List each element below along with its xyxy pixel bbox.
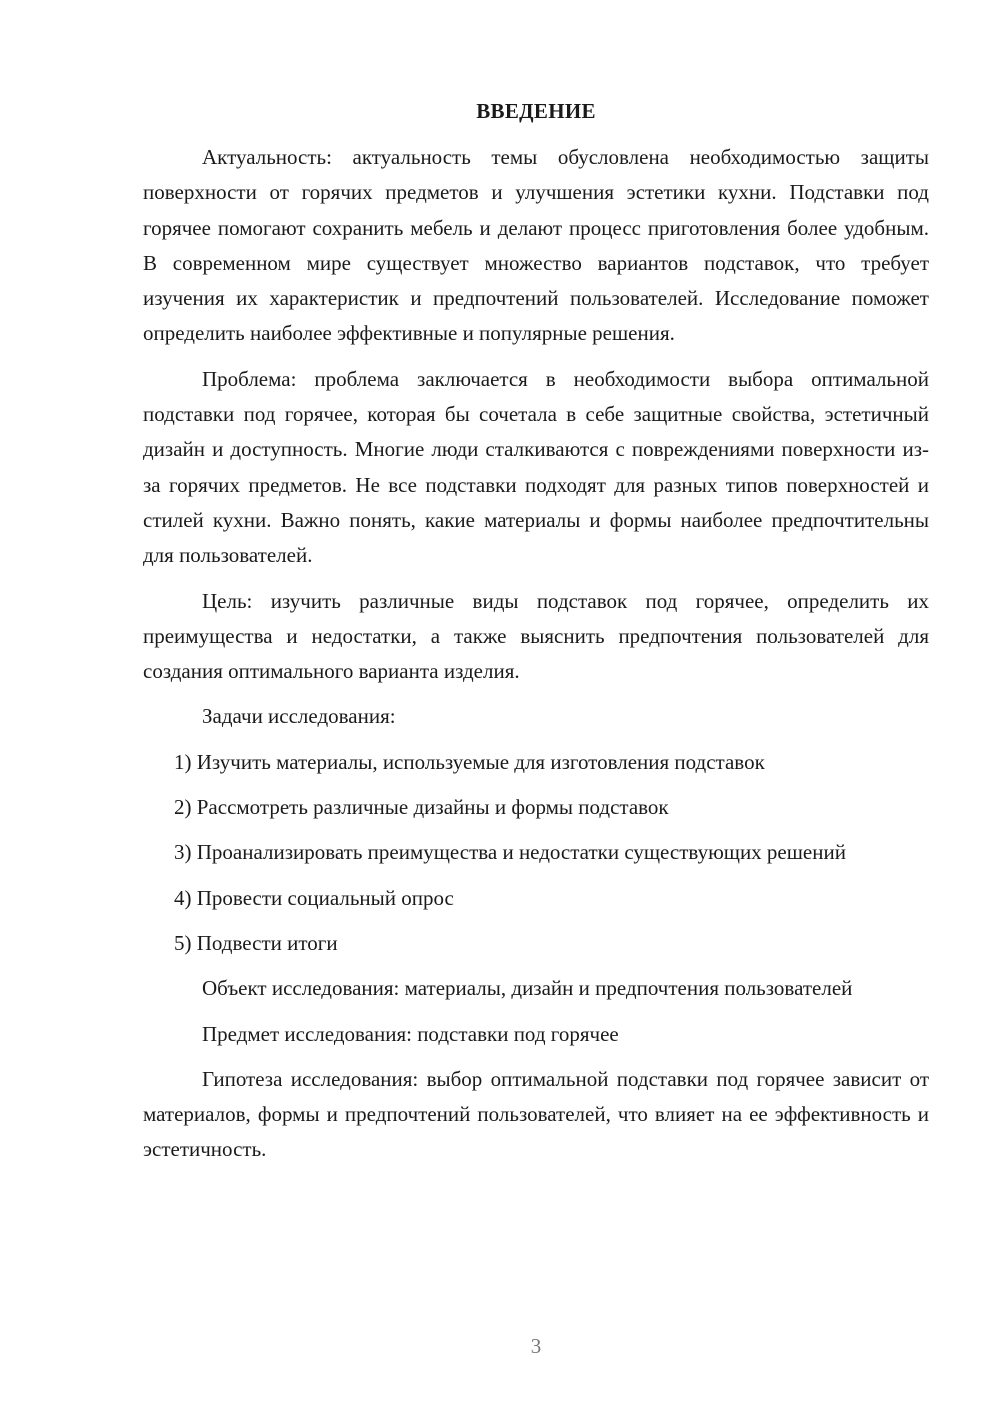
task-item-4: 4) Провести социальный опрос [174,885,454,910]
paragraph-object: Объект исследования: материалы, дизайн и предпочтения пользователей [202,976,853,1001]
task-item-1: 1) Изучить материалы, используемые для изготовления подставок [174,749,765,774]
paragraph-goal: Цель: изучить различные виды подставок под горячее, определить их преимущества и недостатки, а также выяснить предпочтения пользователей для создания оптимального варианта изделия. [143,588,929,684]
tasks-heading: Задачи исследования: [202,704,396,729]
paragraph-problem: Проблема: проблема заключается в необходимости выбора оптимальной подставки под горячее, которая бы сочетала в себе защитные свойства, эстетичный дизайн и доступность. Многие люди сталкиваются с повреждениями поверхности из-за горячих предметов. Не все подставки подходят для разных типов поверхностей и стилей кухни. Важно понять, какие материалы и формы наиболее предпочтительны для пользователей. [143,366,929,568]
paragraph-relevance: Актуальность: актуальность темы обусловлена необходимостью защиты поверхности от горячих предметов и улучшения эстетики кухни. Подставки под горячее помогают сохранить мебель и делают процесс приготовления более удобным. В современном мире существует множество вариантов подставок, что требует изучения их характеристик и предпочтений пользователей. Исследование поможет определить наиболее эффективные и популярные решения. [143,145,929,346]
paragraph-subject: Предмет исследования: подставки под горячее [202,1021,619,1046]
task-item-5: 5) Подвести итоги [174,930,338,955]
task-item-2: 2) Рассмотреть различные дизайны и формы подставок [174,795,669,820]
page-number: 3 [530,1334,542,1358]
section-title: ВВЕДЕНИЕ [476,99,596,123]
task-item-3: 3) Проанализировать преимущества и недостатки существующих решений [174,840,846,865]
page-content [143,96,929,1178]
paragraph-hypothesis: Гипотеза исследования: выбор оптимальной подставки под горячее зависит от материалов, формы и предпочтений пользователей, что влияет на ее эффективность и эстетичность. [143,1066,929,1162]
